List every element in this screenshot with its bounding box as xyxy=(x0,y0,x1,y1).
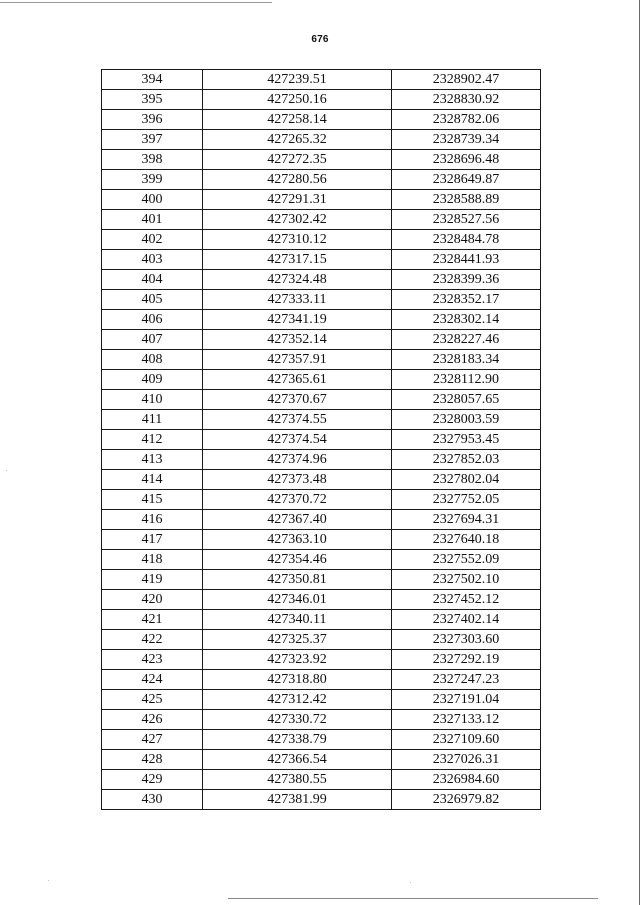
y-coordinate-cell: 2328588.89 xyxy=(392,190,541,210)
y-coordinate-cell: 2327752.05 xyxy=(392,490,541,510)
scan-bottom-rule xyxy=(228,898,598,899)
y-coordinate-cell: 2327852.03 xyxy=(392,450,541,470)
y-coordinate-cell: 2327191.04 xyxy=(392,690,541,710)
point-number-cell: 428 xyxy=(102,750,203,770)
y-coordinate-cell: 2328441.93 xyxy=(392,250,541,270)
x-coordinate-cell: 427265.32 xyxy=(203,130,392,150)
table-row xyxy=(102,390,541,410)
scan-top-rule xyxy=(0,2,272,3)
x-coordinate-cell: 427370.67 xyxy=(203,390,392,410)
point-number-cell: 430 xyxy=(102,790,203,810)
y-coordinate-cell: 2328003.59 xyxy=(392,410,541,430)
table-row xyxy=(102,250,541,270)
point-number-cell: 420 xyxy=(102,590,203,610)
y-coordinate-cell: 2327802.04 xyxy=(392,470,541,490)
y-coordinate-cell: 2328057.65 xyxy=(392,390,541,410)
y-coordinate-cell: 2328352.17 xyxy=(392,290,541,310)
y-coordinate-cell: 2327640.18 xyxy=(392,530,541,550)
x-coordinate-cell: 427325.37 xyxy=(203,630,392,650)
y-coordinate-cell: 2328649.87 xyxy=(392,170,541,190)
x-coordinate-cell: 427318.80 xyxy=(203,670,392,690)
table-row xyxy=(102,650,541,670)
x-coordinate-cell: 427330.72 xyxy=(203,710,392,730)
table-row xyxy=(102,70,541,90)
point-number-cell: 415 xyxy=(102,490,203,510)
point-number-cell: 402 xyxy=(102,230,203,250)
point-number-cell: 426 xyxy=(102,710,203,730)
y-coordinate-cell: 2326984.60 xyxy=(392,770,541,790)
y-coordinate-cell: 2327303.60 xyxy=(392,630,541,650)
y-coordinate-cell: 2328399.36 xyxy=(392,270,541,290)
point-number-cell: 397 xyxy=(102,130,203,150)
y-coordinate-cell: 2328227.46 xyxy=(392,330,541,350)
table-row xyxy=(102,430,541,450)
x-coordinate-cell: 427374.96 xyxy=(203,450,392,470)
y-coordinate-cell: 2327026.31 xyxy=(392,750,541,770)
scan-speck xyxy=(410,882,411,883)
point-number-cell: 399 xyxy=(102,170,203,190)
table-row xyxy=(102,670,541,690)
table-row xyxy=(102,770,541,790)
table-row xyxy=(102,450,541,470)
table-row xyxy=(102,610,541,630)
point-number-cell: 407 xyxy=(102,330,203,350)
point-number-cell: 418 xyxy=(102,550,203,570)
y-coordinate-cell: 2327552.09 xyxy=(392,550,541,570)
x-coordinate-cell: 427258.14 xyxy=(203,110,392,130)
point-number-cell: 396 xyxy=(102,110,203,130)
x-coordinate-cell: 427291.31 xyxy=(203,190,392,210)
point-number-cell: 404 xyxy=(102,270,203,290)
table-row xyxy=(102,630,541,650)
table-row xyxy=(102,410,541,430)
table-row xyxy=(102,350,541,370)
point-number-cell: 429 xyxy=(102,770,203,790)
y-coordinate-cell: 2328527.56 xyxy=(392,210,541,230)
point-number-cell: 406 xyxy=(102,310,203,330)
table-row xyxy=(102,590,541,610)
table-row xyxy=(102,270,541,290)
x-coordinate-cell: 427250.16 xyxy=(203,90,392,110)
x-coordinate-cell: 427324.48 xyxy=(203,270,392,290)
point-number-cell: 403 xyxy=(102,250,203,270)
x-coordinate-cell: 427363.10 xyxy=(203,530,392,550)
x-coordinate-cell: 427310.12 xyxy=(203,230,392,250)
table-row xyxy=(102,550,541,570)
point-number-cell: 409 xyxy=(102,370,203,390)
y-coordinate-cell: 2328183.34 xyxy=(392,350,541,370)
x-coordinate-cell: 427366.54 xyxy=(203,750,392,770)
y-coordinate-cell: 2327452.12 xyxy=(392,590,541,610)
table-row xyxy=(102,690,541,710)
point-number-cell: 401 xyxy=(102,210,203,230)
table-row xyxy=(102,290,541,310)
point-number-cell: 423 xyxy=(102,650,203,670)
point-number-cell: 422 xyxy=(102,630,203,650)
x-coordinate-cell: 427374.54 xyxy=(203,430,392,450)
x-coordinate-cell: 427352.14 xyxy=(203,330,392,350)
x-coordinate-cell: 427354.46 xyxy=(203,550,392,570)
point-number-cell: 395 xyxy=(102,90,203,110)
table-row xyxy=(102,130,541,150)
page-number: 676 xyxy=(311,34,329,45)
x-coordinate-cell: 427370.72 xyxy=(203,490,392,510)
point-number-cell: 424 xyxy=(102,670,203,690)
table-row xyxy=(102,330,541,350)
x-coordinate-cell: 427350.81 xyxy=(203,570,392,590)
table-row xyxy=(102,710,541,730)
x-coordinate-cell: 427333.11 xyxy=(203,290,392,310)
table-row xyxy=(102,150,541,170)
table-row xyxy=(102,90,541,110)
table-row xyxy=(102,490,541,510)
table-row xyxy=(102,230,541,250)
y-coordinate-cell: 2328739.34 xyxy=(392,130,541,150)
x-coordinate-cell: 427380.55 xyxy=(203,770,392,790)
point-number-cell: 410 xyxy=(102,390,203,410)
table-row xyxy=(102,210,541,230)
table-row xyxy=(102,570,541,590)
x-coordinate-cell: 427357.91 xyxy=(203,350,392,370)
x-coordinate-cell: 427367.40 xyxy=(203,510,392,530)
y-coordinate-cell: 2328112.90 xyxy=(392,370,541,390)
x-coordinate-cell: 427338.79 xyxy=(203,730,392,750)
y-coordinate-cell: 2327292.19 xyxy=(392,650,541,670)
y-coordinate-cell: 2328902.47 xyxy=(392,70,541,90)
point-number-cell: 413 xyxy=(102,450,203,470)
x-coordinate-cell: 427365.61 xyxy=(203,370,392,390)
y-coordinate-cell: 2328830.92 xyxy=(392,90,541,110)
table-row xyxy=(102,470,541,490)
point-number-cell: 400 xyxy=(102,190,203,210)
table-row xyxy=(102,190,541,210)
table-row xyxy=(102,110,541,130)
table-row xyxy=(102,730,541,750)
y-coordinate-cell: 2327402.14 xyxy=(392,610,541,630)
y-coordinate-cell: 2328484.78 xyxy=(392,230,541,250)
table-row xyxy=(102,370,541,390)
y-coordinate-cell: 2328696.48 xyxy=(392,150,541,170)
table-row xyxy=(102,790,541,810)
x-coordinate-cell: 427272.35 xyxy=(203,150,392,170)
scan-speck xyxy=(6,470,7,471)
point-number-cell: 425 xyxy=(102,690,203,710)
point-number-cell: 421 xyxy=(102,610,203,630)
point-number-cell: 416 xyxy=(102,510,203,530)
point-number-cell: 412 xyxy=(102,430,203,450)
y-coordinate-cell: 2327953.45 xyxy=(392,430,541,450)
x-coordinate-cell: 427312.42 xyxy=(203,690,392,710)
point-number-cell: 414 xyxy=(102,470,203,490)
x-coordinate-cell: 427374.55 xyxy=(203,410,392,430)
table-row xyxy=(102,750,541,770)
scan-speck xyxy=(48,880,49,881)
x-coordinate-cell: 427317.15 xyxy=(203,250,392,270)
point-number-cell: 394 xyxy=(102,70,203,90)
y-coordinate-cell: 2328302.14 xyxy=(392,310,541,330)
point-number-cell: 405 xyxy=(102,290,203,310)
y-coordinate-cell: 2327247.23 xyxy=(392,670,541,690)
point-number-cell: 427 xyxy=(102,730,203,750)
point-number-cell: 398 xyxy=(102,150,203,170)
y-coordinate-cell: 2328782.06 xyxy=(392,110,541,130)
x-coordinate-cell: 427323.92 xyxy=(203,650,392,670)
point-number-cell: 408 xyxy=(102,350,203,370)
x-coordinate-cell: 427239.51 xyxy=(203,70,392,90)
y-coordinate-cell: 2327133.12 xyxy=(392,710,541,730)
x-coordinate-cell: 427302.42 xyxy=(203,210,392,230)
point-number-cell: 411 xyxy=(102,410,203,430)
table-row xyxy=(102,310,541,330)
table-row xyxy=(102,530,541,550)
x-coordinate-cell: 427346.01 xyxy=(203,590,392,610)
coordinate-table xyxy=(101,69,541,810)
x-coordinate-cell: 427373.48 xyxy=(203,470,392,490)
x-coordinate-cell: 427280.56 xyxy=(203,170,392,190)
x-coordinate-cell: 427341.19 xyxy=(203,310,392,330)
x-coordinate-cell: 427381.99 xyxy=(203,790,392,810)
table-row xyxy=(102,170,541,190)
x-coordinate-cell: 427340.11 xyxy=(203,610,392,630)
y-coordinate-cell: 2327109.60 xyxy=(392,730,541,750)
table-row xyxy=(102,510,541,530)
coordinate-table-body xyxy=(102,70,541,810)
point-number-cell: 417 xyxy=(102,530,203,550)
point-number-cell: 419 xyxy=(102,570,203,590)
y-coordinate-cell: 2327502.10 xyxy=(392,570,541,590)
y-coordinate-cell: 2327694.31 xyxy=(392,510,541,530)
y-coordinate-cell: 2326979.82 xyxy=(392,790,541,810)
